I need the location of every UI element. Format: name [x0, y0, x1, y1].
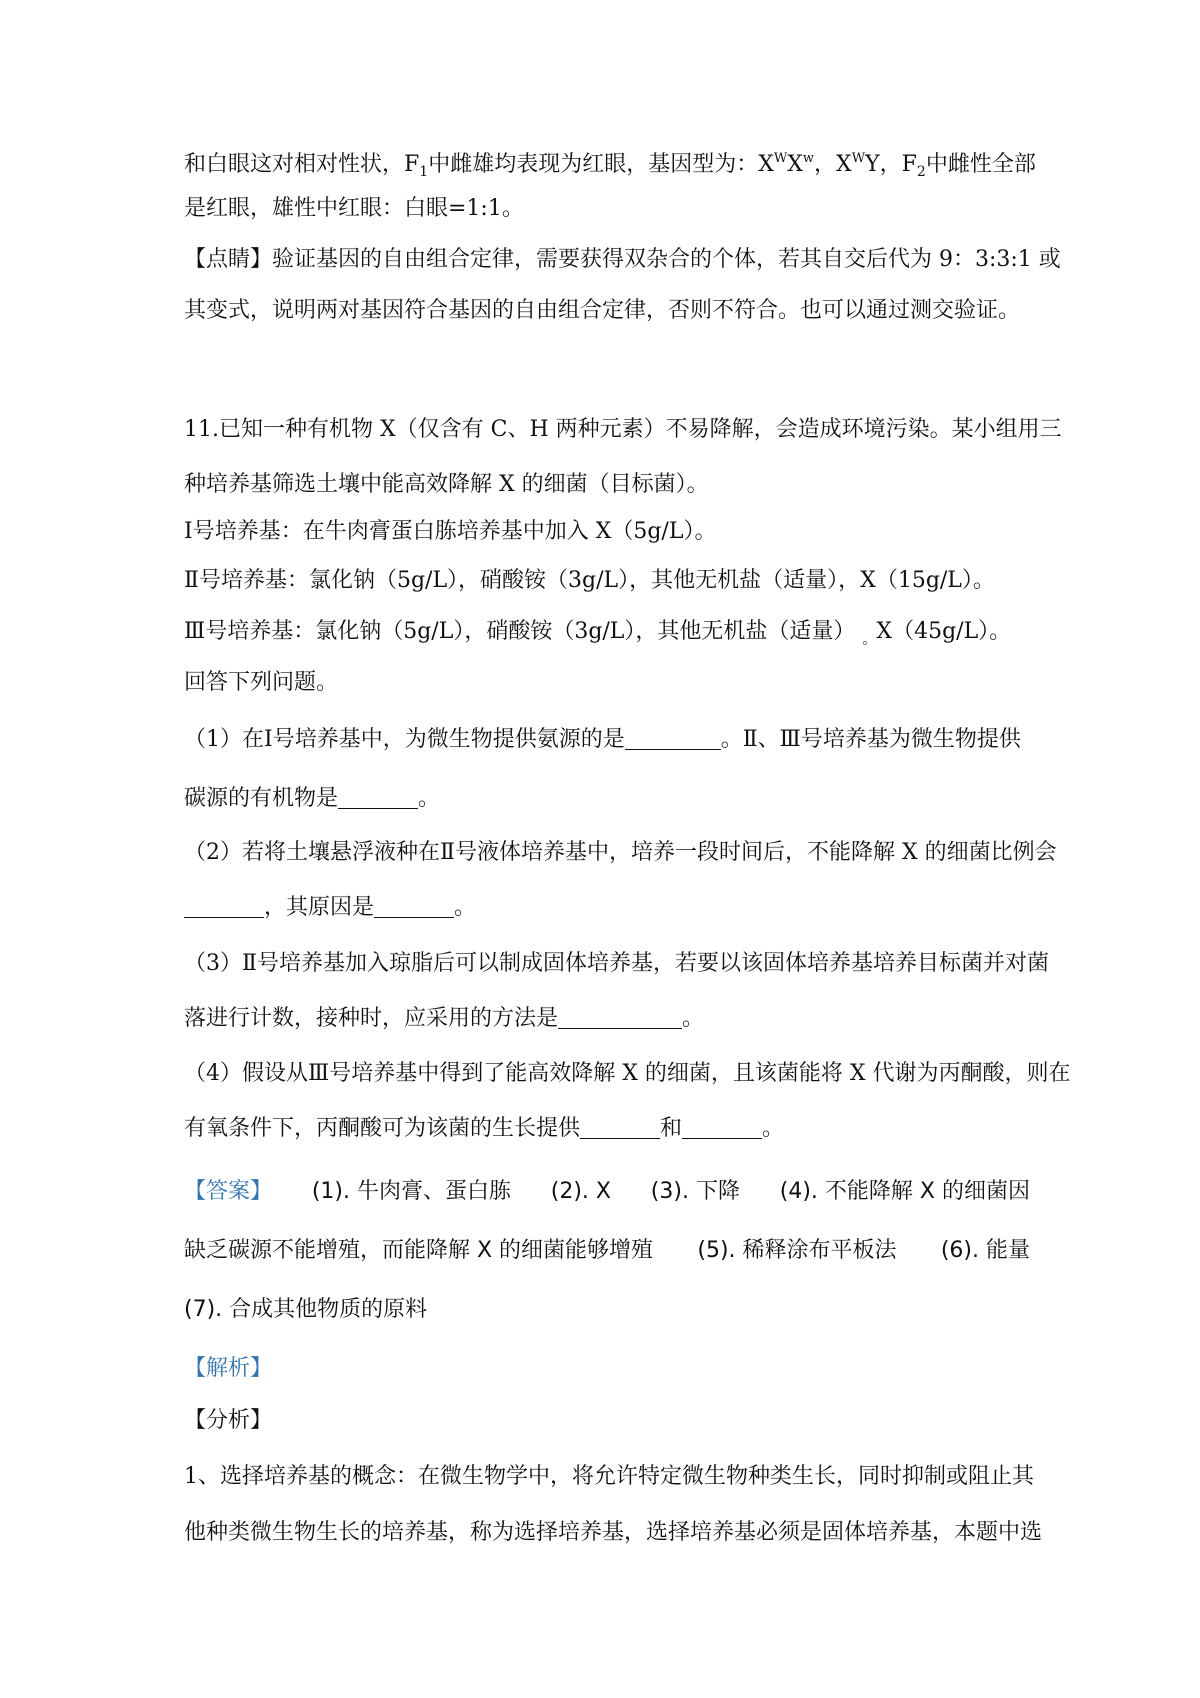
answer-item-4: (4). 不能降解 X 的细菌因	[779, 1179, 1030, 1204]
answer-line-2	[184, 1234, 1030, 1268]
analysis-line-1: 1、选择培养基的概念：在微生物学中，将允许特定微生物种类生长，同时抑制或阻止其	[184, 1464, 1034, 1489]
intro-line-2: 是红眼，雄性中红眼：白眼=1:1。	[184, 196, 524, 221]
subq-3-line-1: （3）Ⅱ号培养基加入琼脂后可以制成固体培养基，若要以该固体培养基培养目标菌并对菌	[184, 951, 1049, 976]
answer-item-5: (5). 稀释涂布平板法	[697, 1238, 897, 1263]
answer-line-1	[184, 1175, 1030, 1209]
answer-item-1: (1). 牛肉膏、蛋白胨	[311, 1179, 511, 1204]
answer-blank-7[interactable]	[682, 1112, 762, 1139]
dianjing-line-1: 【点睛】验证基因的自由组合定律，需要获得双杂合的个体，若其自交后代为 9：3:3:1 或	[184, 247, 1061, 272]
answer-blank-2[interactable]	[338, 782, 418, 809]
medium-2: Ⅱ号培养基：氯化钠（5g/L），硝酸铵（3g/L），其他无机盐（适量），X（15g/L）。	[184, 568, 995, 593]
fenxi-tag: 【分析】	[184, 1408, 273, 1433]
answer-line-3: (7). 合成其他物质的原料	[184, 1297, 428, 1322]
answer-prompt: 回答下列问题。	[184, 670, 339, 695]
answer-tag: 【答案】	[184, 1179, 273, 1204]
subq-2-line-2: ，其原因是 。	[184, 891, 1030, 925]
answer-blank-3[interactable]	[184, 891, 264, 918]
medium-1: Ⅰ号培养基：在牛肉膏蛋白胨培养基中加入 X（5g/L）。	[184, 519, 717, 544]
subq-3-line-2: 落进行计数，接种时，应采用的方法是 。	[184, 1002, 1030, 1036]
answer-blank-4[interactable]	[374, 891, 454, 918]
intro-line-1: 和白眼这对相对性状，$F_1$中雌雄均表现为红眼，基因型为：$X^WX^w$，$X^WY$，$F_2$中雌性全部	[184, 151, 1036, 180]
analysis-tag: 【解析】	[184, 1356, 273, 1381]
dianjing-line-2: 其变式，说明两对基因符合基因的自由组合定律，否则不符合。也可以通过测交验证。	[184, 298, 1021, 323]
answer-blank-1[interactable]	[625, 723, 721, 750]
q11-stem-line-2: 种培养基筛选土壤中能高效降解 X 的细菌（目标菌）。	[184, 472, 709, 497]
subq-1-line-2: 碳源的有机物是 。	[184, 782, 1030, 816]
answer-item-2: (2). X	[550, 1179, 611, 1204]
answer-item-6: (6). 能量	[940, 1238, 1030, 1263]
subq-4-line-1: （4）假设从Ⅲ号培养基中得到了能高效降解 X 的细菌，且该菌能将 X 代谢为丙酮酸，则在	[184, 1061, 1071, 1086]
q11-stem-line-1: 11.已知一种有机物 X（仅含有 C、H 两种元素）不易降解，会造成环境污染。某小组用三	[184, 417, 1062, 442]
medium-3: Ⅲ号培养基：氯化钠（5g/L），硝酸铵（3g/L），其他无机盐（适量） $_。$X（45g/L）。	[184, 619, 1012, 648]
answer-blank-5[interactable]	[558, 1002, 682, 1029]
subq-2-line-1: （2）若将土壤悬浮液种在Ⅱ号液体培养基中，培养一段时间后，不能降解 X 的细菌比例会	[184, 840, 1057, 865]
subq-4-line-2: 有氧条件下，丙酮酸可为该菌的生长提供 和 。	[184, 1112, 1030, 1146]
answer-blank-6[interactable]	[580, 1112, 660, 1139]
analysis-line-2: 他种类微生物生长的培养基，称为选择培养基，选择培养基必须是固体培养基，本题中选	[184, 1520, 1043, 1545]
subq-1-line-1: （1）在Ⅰ号培养基中，为微生物提供氨源的是 。Ⅱ、Ⅲ号培养基为微生物提供	[184, 723, 1030, 757]
answer-item-4-cont: 缺乏碳源不能增殖，而能降解 X 的细菌能够增殖	[184, 1238, 654, 1263]
answer-item-3: (3). 下降	[650, 1179, 740, 1204]
